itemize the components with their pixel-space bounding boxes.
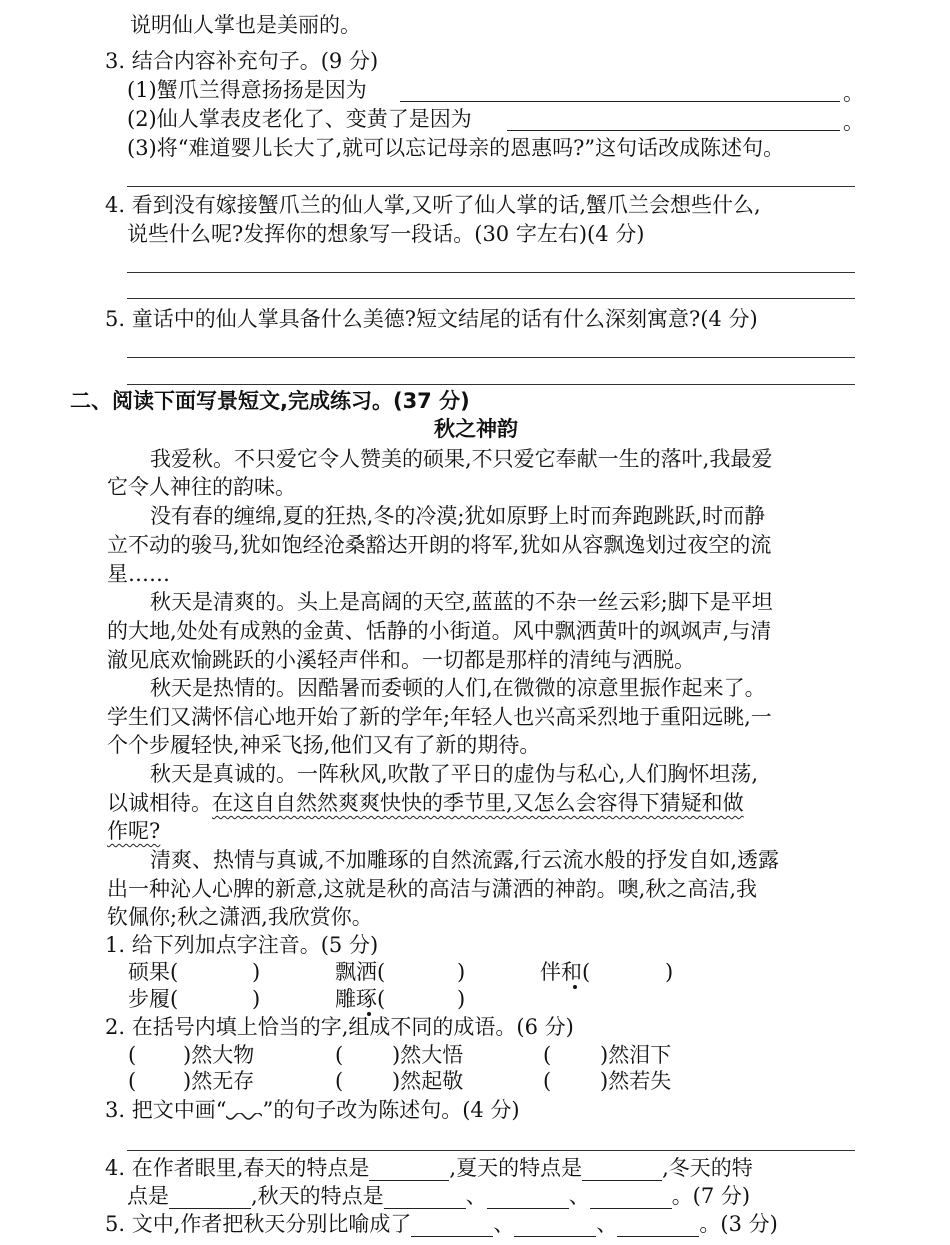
idiom-open: (	[335, 1069, 344, 1093]
q3-sentence-2: (2)仙人掌表皮老化了、变黄了是因为	[127, 107, 472, 131]
p2-q4-text-e: ,秋天的特点是	[251, 1184, 384, 1208]
summer-feature-blank[interactable]	[582, 1158, 662, 1181]
pinyin-close: )	[457, 987, 466, 1011]
p2-q4-text-d: 点是	[127, 1184, 169, 1208]
sep: 、	[568, 1184, 590, 1208]
passage-line: 我爱秋。不只爱它令人赞美的硕果,不只爱它奉献一生的落叶,我最爱	[150, 447, 773, 471]
passage-line: 秋天是清爽的。头上是高阔的天空,蓝蓝的不杂一丝云彩;脚下是平坦	[150, 590, 773, 614]
q5-answer-line-1[interactable]	[127, 357, 855, 358]
passage-line: 学生们又满怀信心地开始了新的学年;年轻人也兴高采烈地于重阳远眺,一	[107, 705, 772, 729]
q5-answer-line-2[interactable]	[127, 384, 855, 385]
idiom-item-2[interactable]: )然大悟	[392, 1043, 464, 1067]
passage-line: 没有春的缠绵,夏的狂热,冬的冷漠;犹如原野上时而奔跑跳跃,时而静	[150, 504, 766, 528]
q3-end-2: 。	[843, 110, 864, 134]
metaphor-blank-2[interactable]	[514, 1214, 596, 1237]
wavy-line-sample-icon	[226, 1113, 262, 1123]
autumn-feature-blank-1[interactable]	[384, 1186, 466, 1209]
idiom-open: (	[543, 1043, 552, 1067]
passage-line	[107, 790, 744, 816]
passage-line: 的大地,处处有成熟的金黄、恬静的小街道。风中飘洒黄叶的飒飒声,与清	[107, 619, 772, 643]
idiom-item-4[interactable]: )然无存	[183, 1069, 255, 1093]
spring-feature-blank[interactable]	[369, 1158, 449, 1181]
passage-line: 秋天是热情的。因酷暑而委顿的人们,在微微的凉意里振作起来了。	[150, 676, 766, 700]
q4-line-1: 4. 看到没有嫁接蟹爪兰的仙人掌,又听了仙人掌的话,蟹爪兰会想些什么,	[105, 193, 761, 217]
idiom-open: (	[335, 1043, 344, 1067]
sep: 、	[493, 1212, 515, 1236]
p2-q5-line	[105, 1211, 778, 1237]
sep: 、	[465, 1184, 487, 1208]
q3-sentence-3: (3)将“难道婴儿长大了,就可以忘记母亲的恩惠吗?”这句话改成陈述句。	[127, 136, 785, 160]
p2-q4-text-a: 4. 在作者眼里,春天的特点是	[105, 1156, 370, 1180]
pinyin-item-piaosa[interactable]: 飘洒(	[335, 960, 386, 984]
sep: 、	[596, 1212, 618, 1236]
metaphor-blank-3[interactable]	[617, 1214, 699, 1237]
pinyin-item-banhe[interactable]: 伴和(	[540, 960, 591, 984]
pinyin-item-diaozhuo[interactable]: 雕琢(	[335, 987, 386, 1011]
wavy-underlined-sentence-end: 作呢?	[107, 819, 161, 843]
p2-q4-line-2	[127, 1183, 750, 1209]
winter-feature-blank[interactable]	[169, 1186, 251, 1209]
passage-line: 清爽、热情与真诚,不加雕琢的自然流露,行云流水般的抒发自如,透露	[150, 848, 780, 872]
p2-q5-text: 5. 文中,作者把秋天分别比喻成了	[105, 1212, 412, 1236]
p2-q3-pre: 3. 把文中画“	[105, 1098, 227, 1122]
idiom-item-3[interactable]: )然泪下	[600, 1043, 672, 1067]
passage-line: 它令人神往的韵味。	[107, 475, 296, 499]
q3-sentence-1: (1)蟹爪兰得意扬扬是因为	[127, 78, 367, 102]
p2-q4-end: 。(7 分)	[671, 1184, 751, 1208]
pinyin-item-shuoguo[interactable]: 硕果(	[128, 960, 179, 984]
q4-answer-line-2[interactable]	[127, 298, 855, 299]
q3-answer-line[interactable]	[127, 186, 855, 187]
idiom-item-1[interactable]: )然大物	[183, 1043, 255, 1067]
p2-q4-text-c: ,冬天的特	[662, 1156, 753, 1180]
p2-q4-text-b: ,夏天的特点是	[449, 1156, 583, 1180]
emphasis-dot	[573, 985, 577, 989]
q3-blank-2[interactable]	[507, 130, 840, 131]
q5-line-1: 5. 童话中的仙人掌具备什么美德?短文结尾的话有什么深刻寓意?(4 分)	[105, 307, 758, 331]
idiom-open: (	[128, 1069, 137, 1093]
q3-title: 3. 结合内容补充句子。(9 分)	[105, 49, 379, 73]
passage-line: 立不动的骏马,犹如饱经沧桑豁达开朗的将军,犹如从容飘逸划过夜空的流	[107, 533, 772, 557]
pinyin-close: )	[252, 987, 261, 1011]
autumn-feature-blank-2[interactable]	[487, 1186, 569, 1209]
section-heading: 二、阅读下面写景短文,完成练习。(37 分)	[70, 389, 470, 413]
q3-blank-1[interactable]	[400, 101, 840, 102]
idiom-open: (	[128, 1043, 137, 1067]
continuation-line: 说明仙人掌也是美丽的。	[130, 13, 361, 37]
passage-line: 秋天是真诚的。一阵秋风,吹散了平日的虚伪与私心,人们胸怀坦荡,	[150, 762, 759, 786]
p2-q1-title: 1. 给下列加点字注音。(5 分)	[105, 933, 379, 957]
passage-line: 钦佩你;秋之潇洒,我欣赏你。	[107, 905, 373, 929]
q4-line-2: 说些什么呢?发挥你的想象写一段话。(30 字左右)(4 分)	[127, 222, 645, 246]
q3-end-1: 。	[843, 81, 864, 105]
idiom-item-5[interactable]: )然起敬	[392, 1069, 464, 1093]
metaphor-blank-1[interactable]	[411, 1214, 493, 1237]
passage-text: 以诚相待。	[107, 791, 212, 815]
pinyin-item-bulv[interactable]: 步履(	[128, 987, 179, 1011]
idiom-open: (	[543, 1069, 552, 1093]
p2-q3-line	[105, 1097, 520, 1123]
passage-line: 星……	[107, 562, 170, 586]
q4-answer-line-1[interactable]	[127, 272, 855, 273]
idiom-item-6[interactable]: )然若失	[600, 1069, 672, 1093]
passage-line: 澈见底欢愉跳跃的小溪轻声伴和。一切都是那样的清纯与洒脱。	[107, 648, 695, 672]
passage-line: 个个步履轻快,神采飞扬,他们又有了新的期待。	[107, 733, 541, 757]
passage-title: 秋之神韵	[434, 417, 518, 441]
pinyin-close: )	[457, 960, 466, 984]
p2-q4-line-1	[105, 1155, 753, 1181]
pinyin-close: )	[252, 960, 261, 984]
p2-q2-title: 2. 在括号内填上恰当的字,组成不同的成语。(6 分)	[105, 1015, 574, 1039]
autumn-feature-blank-3[interactable]	[590, 1186, 672, 1209]
passage-line	[107, 818, 160, 844]
wavy-underlined-sentence: 在这自自然然爽爽快快的季节里,又怎么会容得下猜疑和做	[212, 791, 744, 815]
pinyin-close: )	[665, 960, 674, 984]
p2-q3-post: ”的句子改为陈述句。(4 分)	[262, 1098, 520, 1122]
p2-q3-answer-line[interactable]	[127, 1150, 855, 1151]
p2-q5-end: 。(3 分)	[699, 1212, 778, 1236]
passage-line: 出一种沁人心脾的新意,这就是秋的高洁与潇洒的神韵。噢,秋之高洁,我	[107, 877, 758, 901]
